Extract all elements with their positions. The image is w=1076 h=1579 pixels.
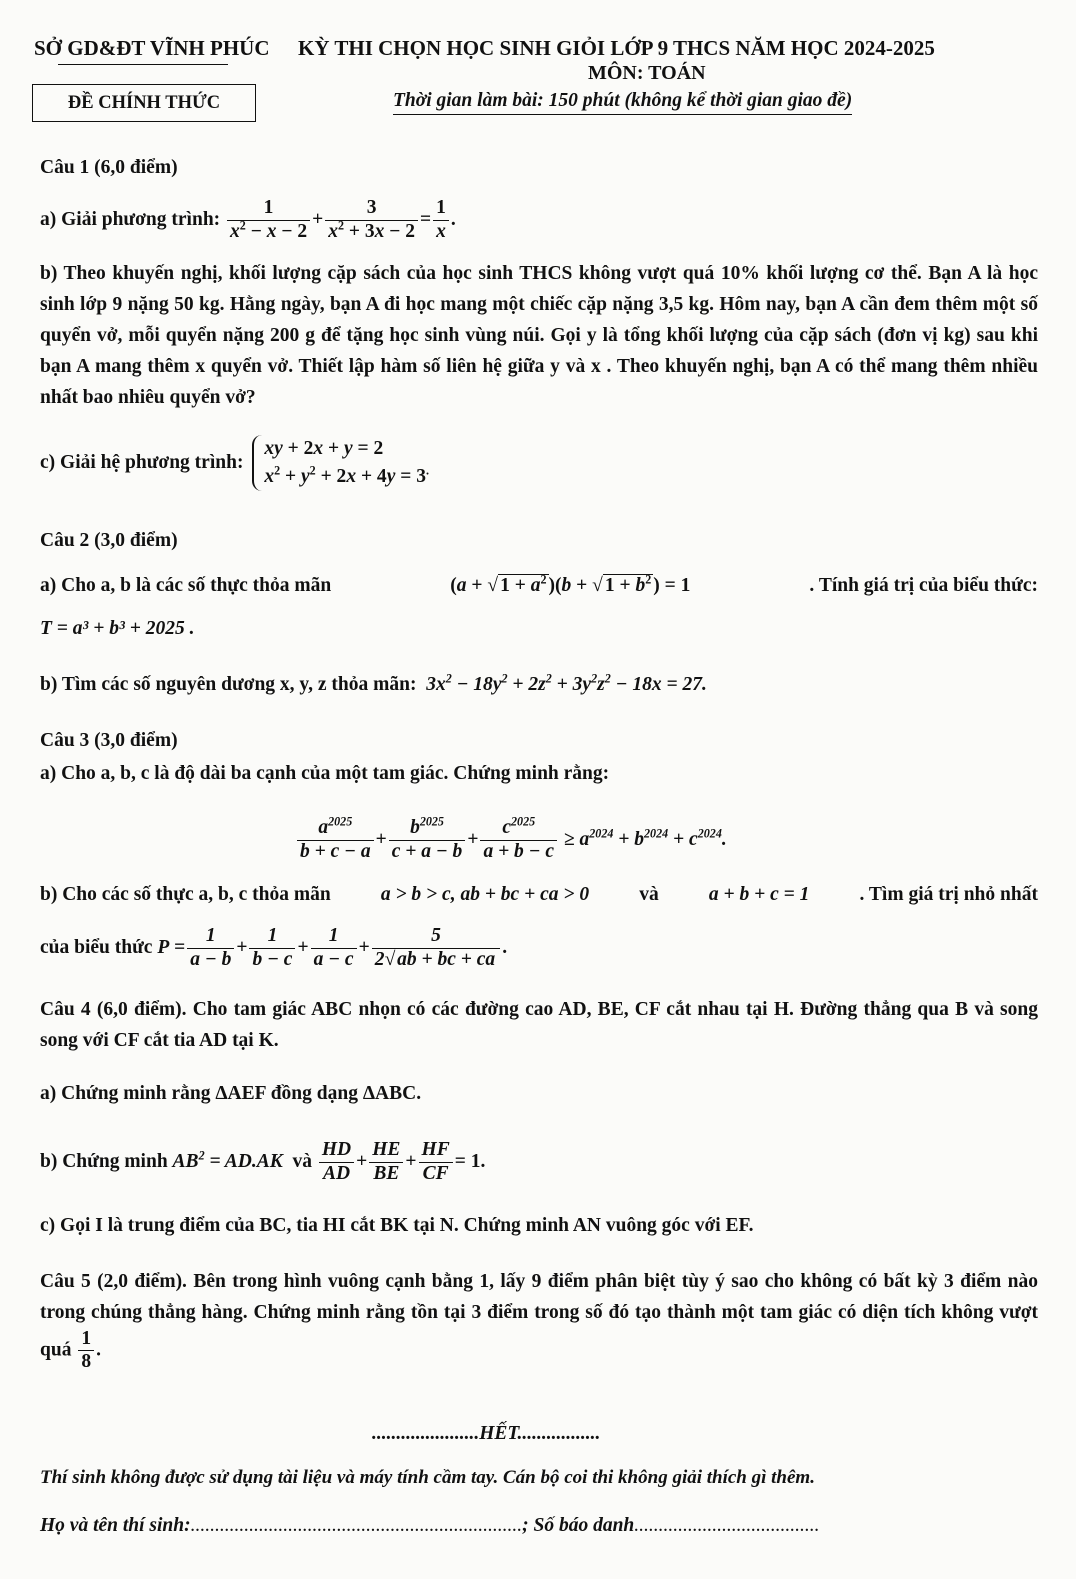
q3b-line2-text: của biểu thức (40, 937, 153, 958)
q4-text: Cho tam giác ABC nhọn có các đường cao AD, BE, CF cắt nhau tại H. Đường thẳng qua B và song song với CF cắt tia AD tại K. (40, 999, 1038, 1051)
q1c (40, 432, 435, 494)
q5: Câu 5 (2,0 điểm). Bên trong hình vuông cạnh bằng 1, lấy 9 điểm phân biệt tùy ý sao cho không có bất kỳ 3 điểm nào trong chúng thẳng hàng. Chứng minh rằng tồn tại 3 điểm trong số đó tạo thành một tam giác có diện tích không vượt quá $\frac{1}{8}$ . (40, 1271, 1038, 1373)
q2a-line1 (40, 566, 1038, 606)
q1a-fraction-2: $\frac{3}{x^2 + 3x - 2}$ (325, 197, 418, 243)
official-label: ĐỀ CHÍNH THỨC (32, 84, 256, 122)
q2a-suffix: . Tính giá trị của biểu thức: (809, 575, 1038, 596)
q4-intro (40, 994, 1038, 1056)
time-note: Thời gian làm bài: 150 phút (không kể thời gian giao đề) (393, 90, 852, 115)
q3a-text: a) Cho a, b, c là độ dài ba cạnh của một tam giác. Chứng minh rằng: (40, 763, 610, 784)
q3b-fraction-2: $\frac{1}{b - c}$ (249, 925, 295, 971)
q3b-condition-2: a + b + c = 1 (708, 884, 810, 905)
exam-title: KỲ THI CHỌN HỌC SINH GIỎI LỚP 9 THCS NĂM HỌC 2024-2025 (298, 36, 935, 60)
subject: MÔN: TOÁN (588, 62, 706, 84)
q2a-prefix: a) Cho a, b là các số thực thỏa mãn (40, 575, 332, 596)
q4a: a) Chứng minh rằng ΔAEF đồng dạng ΔABC. (40, 1083, 422, 1104)
q4b: b) Chứng minh $AB^2 = AD.AK$ và $\frac{HD}{AD}$ + $\frac{HE}{BE}$ + $\frac{HF}{CF}$ = 1. (40, 1139, 486, 1184)
q2b-equation: $3x^2 - 18y^2 + 2z^2 + 3y^2z^2 - 18x = 27$. (421, 671, 707, 695)
q1a: a) Giải phương trình: $\frac{1}{x^2 - x - 2}$ + $\frac{3}{x^2 + 3x - 2}$ = $\frac{1}{x}$ . (40, 197, 456, 242)
footer-note: Thí sinh không được sử dụng tài liệu và máy tính cầm tay. Cán bộ coi thi không giải thích gì thêm. (40, 1467, 815, 1488)
q3b-line1 (40, 884, 1038, 906)
id-label: ; Số báo danh (522, 1515, 635, 1536)
q1b-text: b) Theo khuyến nghị, khối lượng cặp sách của học sinh THCS không vượt quá 10% khối lượng cơ thể. Bạn A là học sinh lớp 9 nặng 50 kg. Hằng ngày, bạn A đi học mang một chiếc cặp nặng 3,5 kg. Hôm nay, bạn A cần đem thêm một số quyển vở, mỗi quyển nặng 200 g để tặng học sinh vùng núi. Gọi y là tổng khối lượng của cặp sách (đơn vị kg) sau khi bạn A mang thêm x quyển vở. Thiết lập hàm số liên hệ giữa y và x . Theo khuyến nghị, bạn A có thể mang thêm nhiều nhất bao nhiêu quyển vở? (40, 263, 1038, 408)
q2a-expression: T = a³ + b³ + 2025 . (40, 618, 195, 639)
q1c-prefix: c) Giải hệ phương trình: (40, 452, 244, 473)
q5-text: Bên trong hình vuông cạnh bằng 1, lấy 9 điểm phân biệt tùy ý sao cho không có bất kỳ 3 điểm nào trong chúng thẳng hàng. Chứng minh rằng tồn tại 3 điểm trong số đó tạo thành một tam giác có diện tích không vượt quá (40, 1271, 1038, 1361)
q4b-fraction-1: $\frac{HD}{AD}$ (319, 1139, 354, 1185)
q5-heading: Câu 5 (2,0 điểm). (40, 1271, 187, 1292)
q3b-suffix: . Tìm giá trị nhỏ nhất (859, 884, 1038, 905)
q5-fraction: $\frac{1}{8}$ (78, 1328, 94, 1374)
q1a-fraction-3: $\frac{1}{x}$ (433, 197, 449, 243)
q4b-fraction-3: $\frac{HF}{CF}$ (419, 1139, 453, 1185)
q4b-equation-1: $AB^2 = AD.AK$ (172, 1148, 283, 1172)
q3b-fraction-4: $\frac{5}{2√ ab + bc + ca}$ (372, 925, 501, 971)
end-marker: ......................HẾT................. (372, 1423, 601, 1444)
q2a-condition: (a + √ $1 + a^2$ )(b + √ $1 + b^2$ ) = 1 (450, 572, 691, 596)
q3a-fraction-2: $\frac{b^{2025}}{c + a - b}$ (389, 817, 466, 863)
q3a-fraction-3: $\frac{c^{2025}}{a + b - c}$ (480, 817, 557, 863)
q3a-inequality: $\frac{a^{2025}}{b + c - a}$ + $\frac{b^{2025}}{c + a - b}$ + $\frac{c^{2025}}{a + b - c}$ ≥ $a^{2024} + b^{2024} + c^{2024}$. (295, 808, 727, 872)
name-label: Họ và tên thí sinh: (40, 1515, 191, 1536)
q4b-prefix: b) Chứng minh (40, 1151, 168, 1172)
agency-name: SỞ GD&ĐT VĨNH PHÚC (34, 36, 270, 60)
id-field[interactable]: ...................................... (634, 1515, 820, 1536)
q1a-prefix: a) Giải phương trình: (40, 209, 221, 230)
q3b-line2: của biểu thức P = $\frac{1}{a - b}$ + $\frac{1}{b - c}$ + $\frac{1}{a - c}$ + $\frac{5}{2√ ab + bc + ca}$ . (40, 925, 508, 970)
name-field[interactable]: .................................................................... (190, 1515, 523, 1536)
q2b (40, 671, 707, 696)
q4b-fraction-2: $\frac{HE}{BE}$ (369, 1139, 403, 1185)
candidate-info (40, 1515, 820, 1537)
q4-heading: Câu 4 (6,0 điểm). (40, 999, 187, 1020)
q3b-and: và (639, 884, 659, 905)
q3b-fraction-3: $\frac{1}{a - c}$ (311, 925, 357, 971)
q2-heading: Câu 2 (3,0 điểm) (40, 530, 178, 551)
q3b-prefix: b) Cho các số thực a, b, c thỏa mãn (40, 884, 331, 905)
q3b-fraction-1: $\frac{1}{a - b}$ (187, 925, 234, 971)
q1c-system: xy + 2x + y = 2 $x^2 + y^2 + 2x + 4y = 3^.$ (252, 435, 435, 491)
q3b-condition: a > b > c, ab + bc + ca > 0 (380, 884, 590, 905)
q1a-fraction-1: $\frac{1}{x^2 - x - 2}$ (227, 197, 310, 243)
agency-underline (58, 64, 228, 65)
q1-heading: Câu 1 (6,0 điểm) (40, 157, 178, 178)
q3-heading: Câu 3 (3,0 điểm) (40, 730, 178, 751)
q4b-mid: và (292, 1151, 312, 1172)
q2b-prefix: b) Tìm các số nguyên dương x, y, z thỏa mãn: (40, 674, 417, 695)
q3a-fraction-1: $\frac{a^{2025}}{b + c - a}$ (297, 817, 374, 863)
q4c: c) Gọi I là trung điểm của BC, tia HI cắt BK tại N. Chứng minh AN vuông góc với EF. (40, 1215, 754, 1236)
